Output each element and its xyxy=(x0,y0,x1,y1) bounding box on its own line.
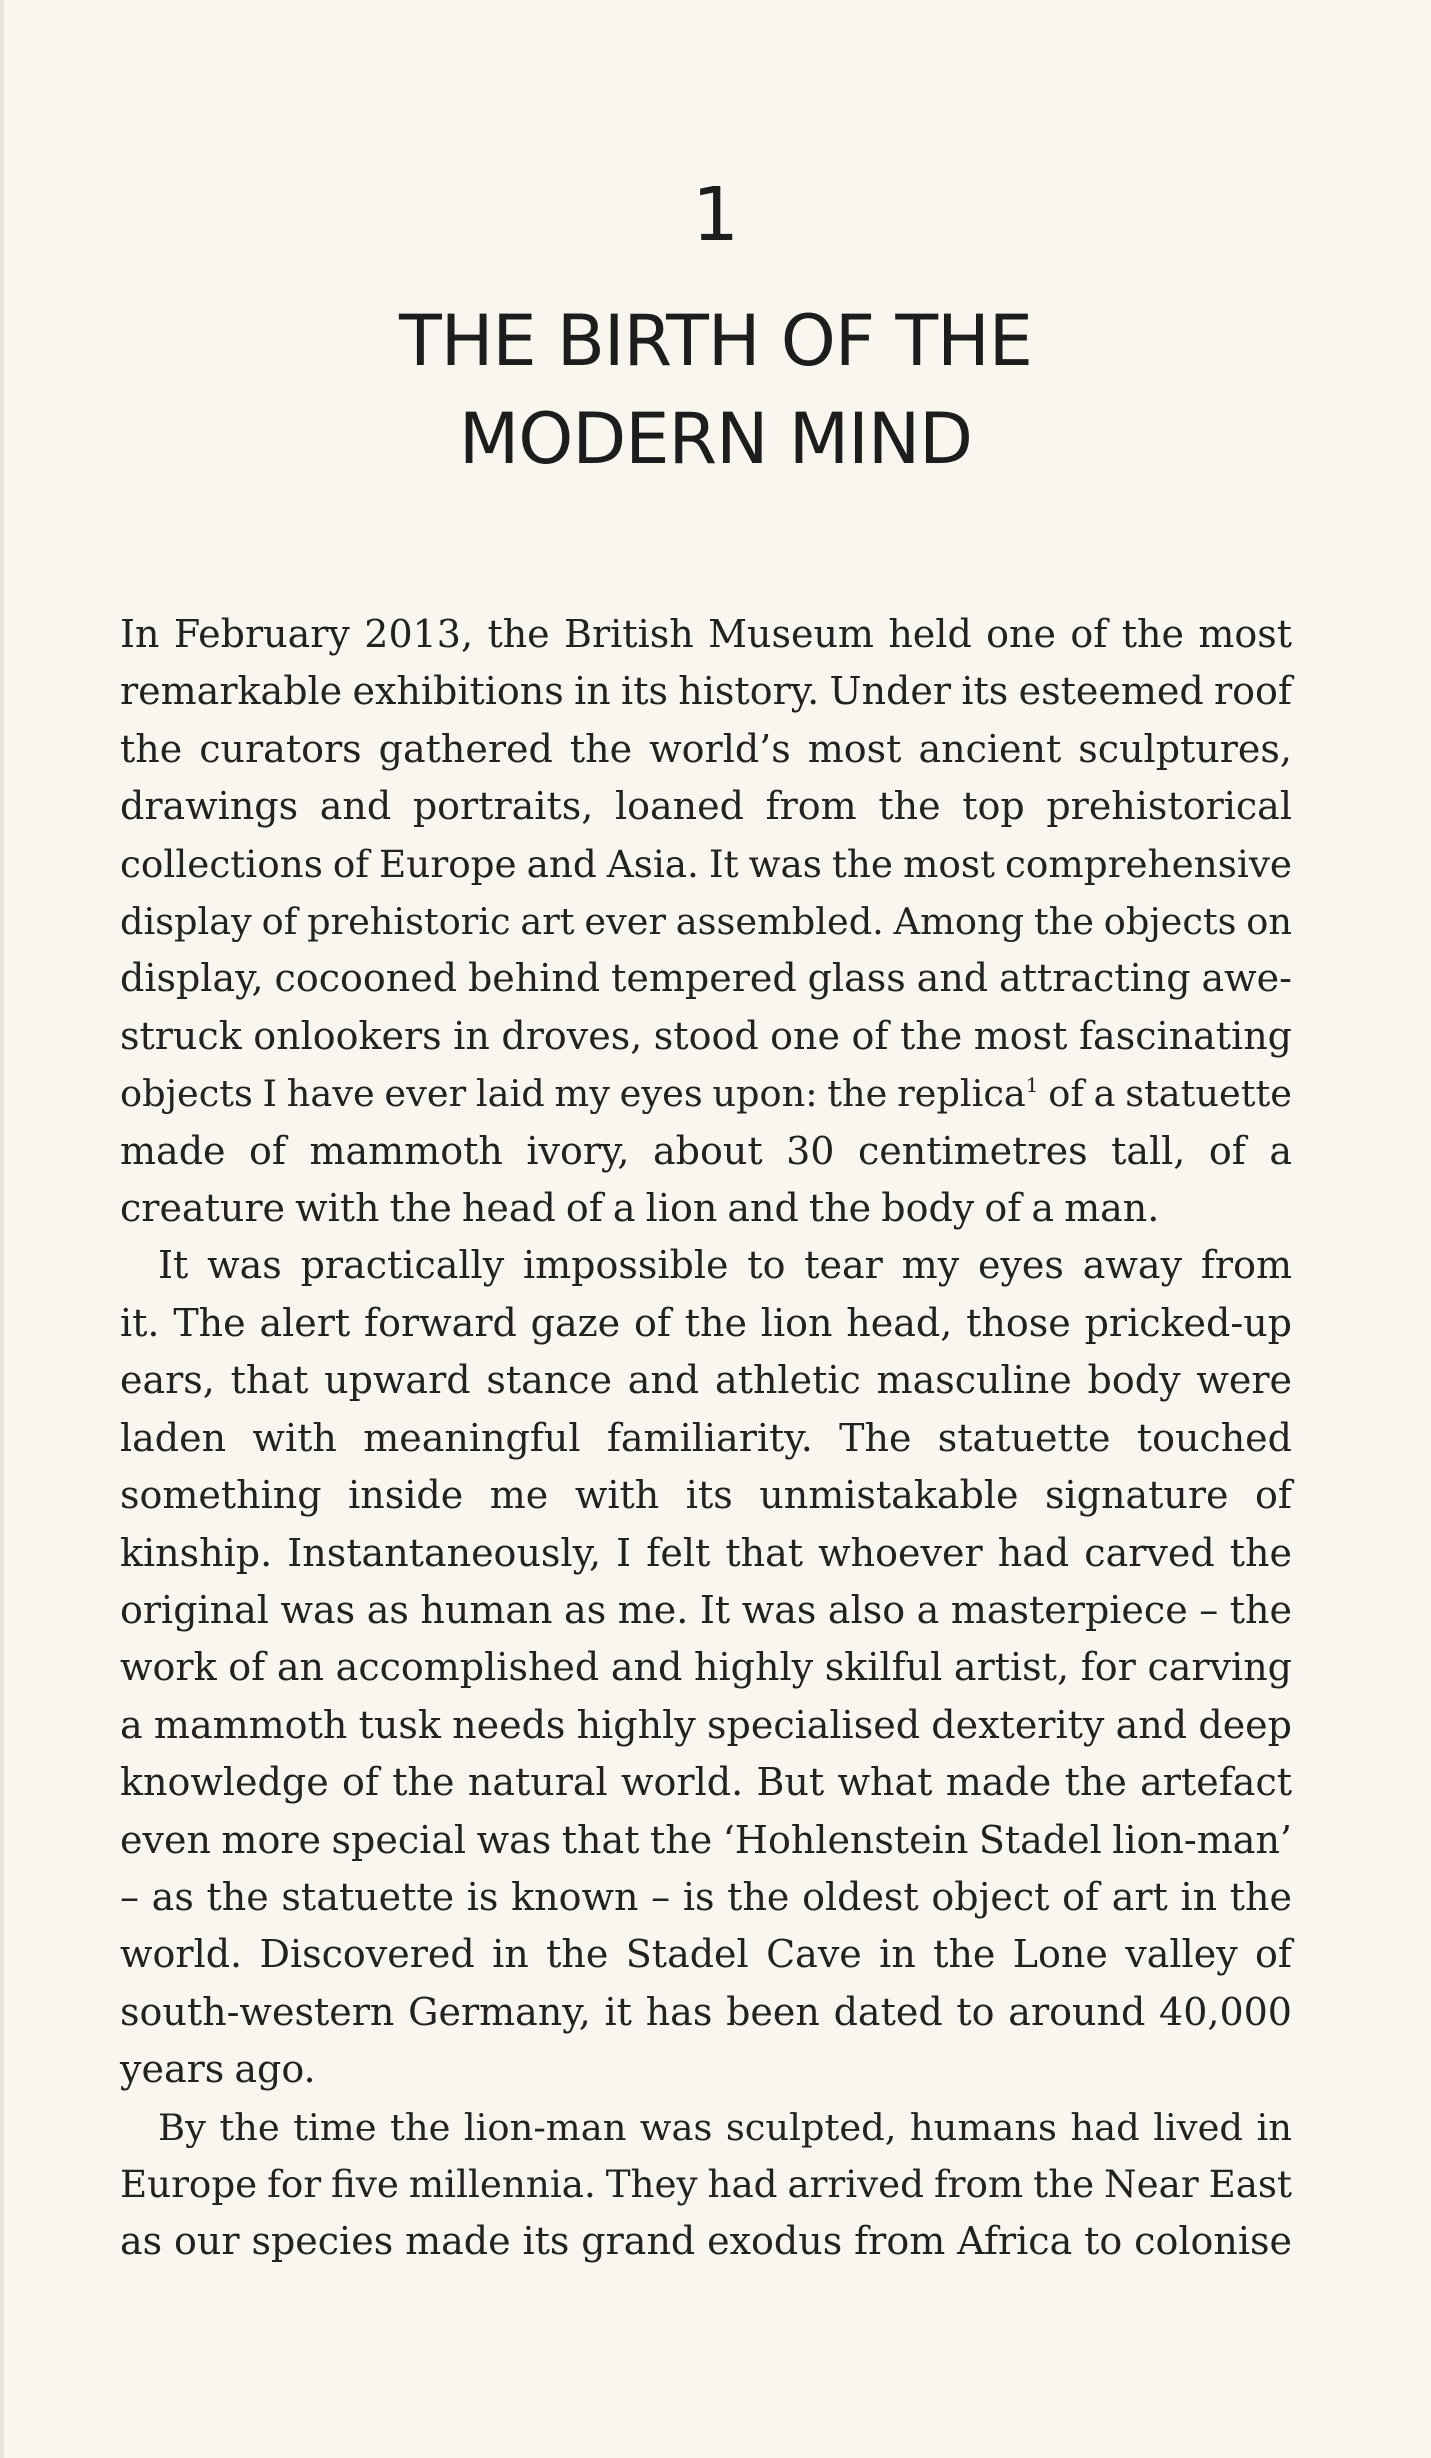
text-line: work of an accomplished and highly skilful artist, for carving xyxy=(120,1645,1292,1690)
text-line: even more special was that the ‘Hohlenstein Stadel lion-man’ xyxy=(120,1817,1292,1862)
text-line: something inside me with its unmistakable signature of xyxy=(120,1473,1292,1518)
paragraph-1 xyxy=(120,606,1292,1237)
text-line: knowledge of the natural world. But what made the artefact xyxy=(120,1760,1292,1805)
text-line: it. The alert forward gaze of the lion head, those pricked-up xyxy=(120,1300,1292,1345)
paragraph-3 xyxy=(120,2099,1292,2271)
text-line-with-footnote xyxy=(120,1065,1292,1122)
text-line: world. Discovered in the Stadel Cave in the Lone valley of xyxy=(120,1932,1292,1977)
text-line: drawings and portraits, loaned from the top prehistorical xyxy=(120,784,1292,829)
text-line: ears, that upward stance and athletic masculine body were xyxy=(120,1358,1292,1403)
text-line: – as the statuette is known – is the oldest object of art in the xyxy=(120,1874,1292,1919)
text-line: In February 2013, the British Museum held one of the most xyxy=(120,612,1292,656)
text-line: years ago. xyxy=(120,2047,316,2092)
text-line: remarkable exhibitions in its history. Under its esteemed roof xyxy=(120,669,1292,714)
text-line: original was as human as me. It was also a masterpiece – the xyxy=(120,1587,1292,1632)
text-line: a mammoth tusk needs highly specialised dexterity and deep xyxy=(120,1702,1292,1747)
text-line: the curators gathered the world’s most ancient sculptures, xyxy=(120,726,1292,771)
chapter-title-line-2: MODERN MIND xyxy=(458,398,973,480)
text-line: display of prehistoric art ever assembled. Among the objects on xyxy=(120,900,1292,944)
text-line: display, cocooned behind tempered glass and attracting awe- xyxy=(120,956,1292,1001)
footnote-marker[interactable]: 1 xyxy=(1025,1073,1039,1098)
text-line: creature with the head of a lion and the body of a man. xyxy=(120,1186,1160,1231)
text-line: as our species made its grand exodus from Africa to colonise xyxy=(120,2219,1292,2264)
text-segment: of a statuette xyxy=(1038,1072,1292,1116)
chapter-title xyxy=(300,292,1131,488)
text-segment: objects I have ever laid my eyes upon: the replica xyxy=(120,1072,1026,1116)
chapter-number: 1 xyxy=(691,172,740,258)
text-line: collections of Europe and Asia. It was the most comprehensive xyxy=(120,841,1292,886)
text-line: struck onlookers in droves, stood one of the most fascinating xyxy=(120,1013,1292,1058)
chapter-title-line-1: THE BIRTH OF THE xyxy=(399,300,1032,382)
page-edge xyxy=(0,0,4,2458)
text-line: made of mammoth ivory, about 30 centimetres tall, of a xyxy=(120,1128,1292,1173)
text-line: It was practically impossible to tear my eyes away from xyxy=(158,1243,1292,1288)
text-line: By the time the lion-man was sculpted, humans had lived in xyxy=(158,2105,1292,2149)
text-line: south-western Germany, it has been dated to around 40,000 xyxy=(120,1989,1292,2034)
text-line: Europe for five millennia. They had arrived from the Near East xyxy=(120,2161,1292,2206)
chapter-body xyxy=(120,606,1292,2271)
paragraph-2 xyxy=(120,1237,1292,2098)
text-line: kinship. Instantaneously, I felt that whoever had carved the xyxy=(120,1530,1292,1575)
text-line: laden with meaningful familiarity. The statuette touched xyxy=(120,1415,1292,1460)
